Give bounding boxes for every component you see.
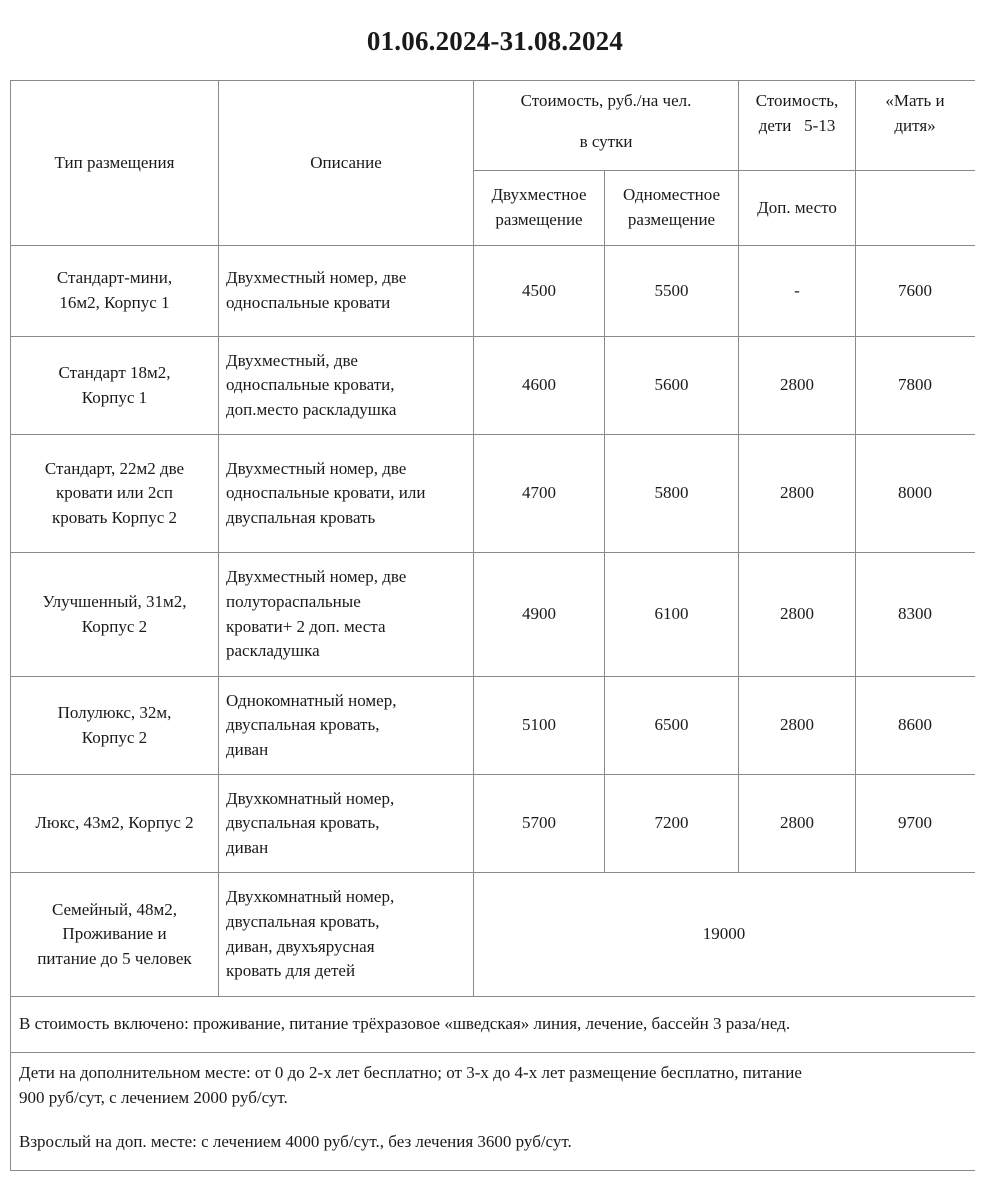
header-kids-line1: Стоимость, — [755, 91, 839, 110]
price-mother-child: 8000 — [856, 435, 975, 553]
header-description: Описание — [219, 81, 474, 246]
room-type-line: Корпус 2 — [81, 616, 148, 636]
table-row — [11, 337, 975, 435]
children-note-line: Дети на дополнительном месте: от 0 до 2-х лет бесплатно; от 3-х до 4-х лет размещение бесплатно, питание — [19, 1063, 802, 1082]
price-single: 6500 — [605, 677, 739, 775]
family-price: 19000 — [474, 873, 975, 997]
room-type — [11, 677, 219, 775]
header-cost — [474, 81, 739, 171]
room-description — [219, 246, 474, 337]
room-description-line: Двухместный, две — [226, 350, 358, 370]
room-description — [219, 337, 474, 435]
header-kids — [739, 81, 856, 171]
price-double: 5100 — [474, 677, 605, 775]
price-single: 5600 — [605, 337, 739, 435]
table-row-family — [11, 873, 975, 997]
header-double-line2: размещение — [495, 210, 583, 229]
room-description — [219, 553, 474, 677]
header-extra-bed: Доп. место — [739, 171, 856, 246]
header-type: Тип размещения — [11, 81, 219, 246]
room-description-line: Двухместный номер, две — [226, 458, 407, 478]
price-mother-child: 9700 — [856, 775, 975, 873]
price-single: 7200 — [605, 775, 739, 873]
table-row — [11, 677, 975, 775]
room-description — [219, 873, 474, 997]
room-type — [11, 337, 219, 435]
header-single-line1: Одноместное — [622, 185, 721, 205]
header-single — [605, 171, 739, 246]
price-extra-bed: 2800 — [739, 337, 856, 435]
room-type — [11, 873, 219, 997]
room-description-line: двуспальная кровать, — [226, 715, 380, 735]
room-type-line: Проживание и — [62, 924, 167, 944]
children-note-line: 900 руб/сут, с лечением 2000 руб/сут. — [19, 1087, 288, 1107]
room-description-line: доп.место раскладушка — [226, 399, 397, 419]
room-description-line: односпальные кровати, или — [226, 483, 426, 503]
price-double: 4500 — [474, 246, 605, 337]
room-type-line: Корпус 1 — [81, 387, 148, 407]
room-description-line: полутораспальные — [226, 591, 361, 611]
extra-place-notes — [11, 1053, 975, 1171]
room-description-line: диван, двухъярусная — [226, 936, 375, 956]
price-mother-child: 7600 — [856, 246, 975, 337]
header-cost-line1: Стоимость, руб./на чел. — [520, 91, 692, 110]
price-extra-bed: 2800 — [739, 775, 856, 873]
header-single-line2: размещение — [627, 210, 716, 229]
room-description — [219, 435, 474, 553]
price-extra-bed: 2800 — [739, 435, 856, 553]
price-mother-child: 7800 — [856, 337, 975, 435]
adult-note: Взрослый на доп. месте: с лечением 4000 руб/сут., без лечения 3600 руб/сут. — [19, 1132, 572, 1152]
room-description — [219, 677, 474, 775]
price-extra-bed: 2800 — [739, 677, 856, 775]
price-table — [10, 80, 975, 1171]
table-row — [11, 435, 975, 553]
header-double-line1: Двухместное — [491, 185, 587, 205]
price-extra-bed: - — [739, 246, 856, 337]
included-note: В стоимость включено: проживание, питание трёхразовое «шведская» линия, лечение, бассейн 3 раза/нед. — [11, 997, 975, 1053]
room-description-line: двуспальная кровать, — [226, 813, 380, 833]
room-description-line: Двухместный номер, две — [226, 268, 407, 288]
price-extra-bed: 2800 — [739, 553, 856, 677]
header-double — [474, 171, 605, 246]
room-type: Люкс, 43м2, Корпус 2 — [11, 775, 219, 873]
price-single: 5800 — [605, 435, 739, 553]
price-mother-child: 8600 — [856, 677, 975, 775]
price-mother-child: 8300 — [856, 553, 975, 677]
room-type-line: Стандарт, 22м2 две — [44, 458, 185, 478]
room-type — [11, 553, 219, 677]
table-row — [11, 246, 975, 337]
room-type-line: Семейный, 48м2, — [51, 899, 178, 919]
table-row — [11, 553, 975, 677]
room-description-line: кровать для детей — [226, 961, 356, 981]
children-note — [19, 1061, 966, 1110]
price-double: 4600 — [474, 337, 605, 435]
header-kids-line2: дети 5-13 — [758, 115, 836, 135]
room-description-line: кровати+ 2 доп. места — [226, 616, 386, 636]
price-double: 4700 — [474, 435, 605, 553]
room-type — [11, 435, 219, 553]
header-row — [11, 81, 975, 171]
header-mother — [856, 81, 975, 171]
table-row — [11, 775, 975, 873]
room-description-line: Двухкомнатный номер, — [226, 788, 395, 808]
room-description-line: двуспальная кровать — [226, 507, 376, 527]
room-type-line: кровать Корпус 2 — [52, 507, 177, 527]
room-description-line: двуспальная кровать, — [226, 911, 380, 931]
room-type-line: Улучшенный, 31м2, — [42, 591, 187, 611]
price-single: 6100 — [605, 553, 739, 677]
room-type-line: Корпус 2 — [81, 727, 148, 747]
price-double: 5700 — [474, 775, 605, 873]
room-description-line: Двухместный номер, две — [226, 567, 407, 587]
room-type-line: питание до 5 человек — [37, 948, 192, 968]
room-type-line: Стандарт 18м2, — [58, 362, 171, 382]
room-description-line: диван — [226, 837, 269, 857]
room-type-line: Стандарт-мини, — [56, 268, 173, 288]
header-mother-line1: «Мать и — [885, 91, 945, 110]
room-type-line: кровати или 2сп — [55, 483, 174, 503]
price-period-title: 01.06.2024-31.08.2024 — [366, 26, 624, 56]
room-description-line: диван — [226, 739, 269, 759]
note-row — [11, 997, 975, 1053]
header-mother-line2: дитя» — [894, 115, 936, 135]
room-type — [11, 246, 219, 337]
price-single: 5500 — [605, 246, 739, 337]
room-type-line: 16м2, Корпус 1 — [59, 293, 170, 312]
room-description-line: раскладушка — [226, 641, 320, 661]
note-row — [11, 1053, 975, 1171]
room-description-line: Двухкомнатный номер, — [226, 887, 395, 907]
header-cost-line2: в сутки — [579, 131, 633, 151]
room-description — [219, 775, 474, 873]
price-double: 4900 — [474, 553, 605, 677]
room-description-line: односпальные кровати, — [226, 375, 395, 395]
header-mother-empty — [856, 171, 975, 246]
room-description-line: Однокомнатный номер, — [226, 690, 397, 710]
room-description-line: односпальные кровати — [226, 293, 391, 312]
room-type-line: Полулюкс, 32м, — [57, 702, 172, 722]
